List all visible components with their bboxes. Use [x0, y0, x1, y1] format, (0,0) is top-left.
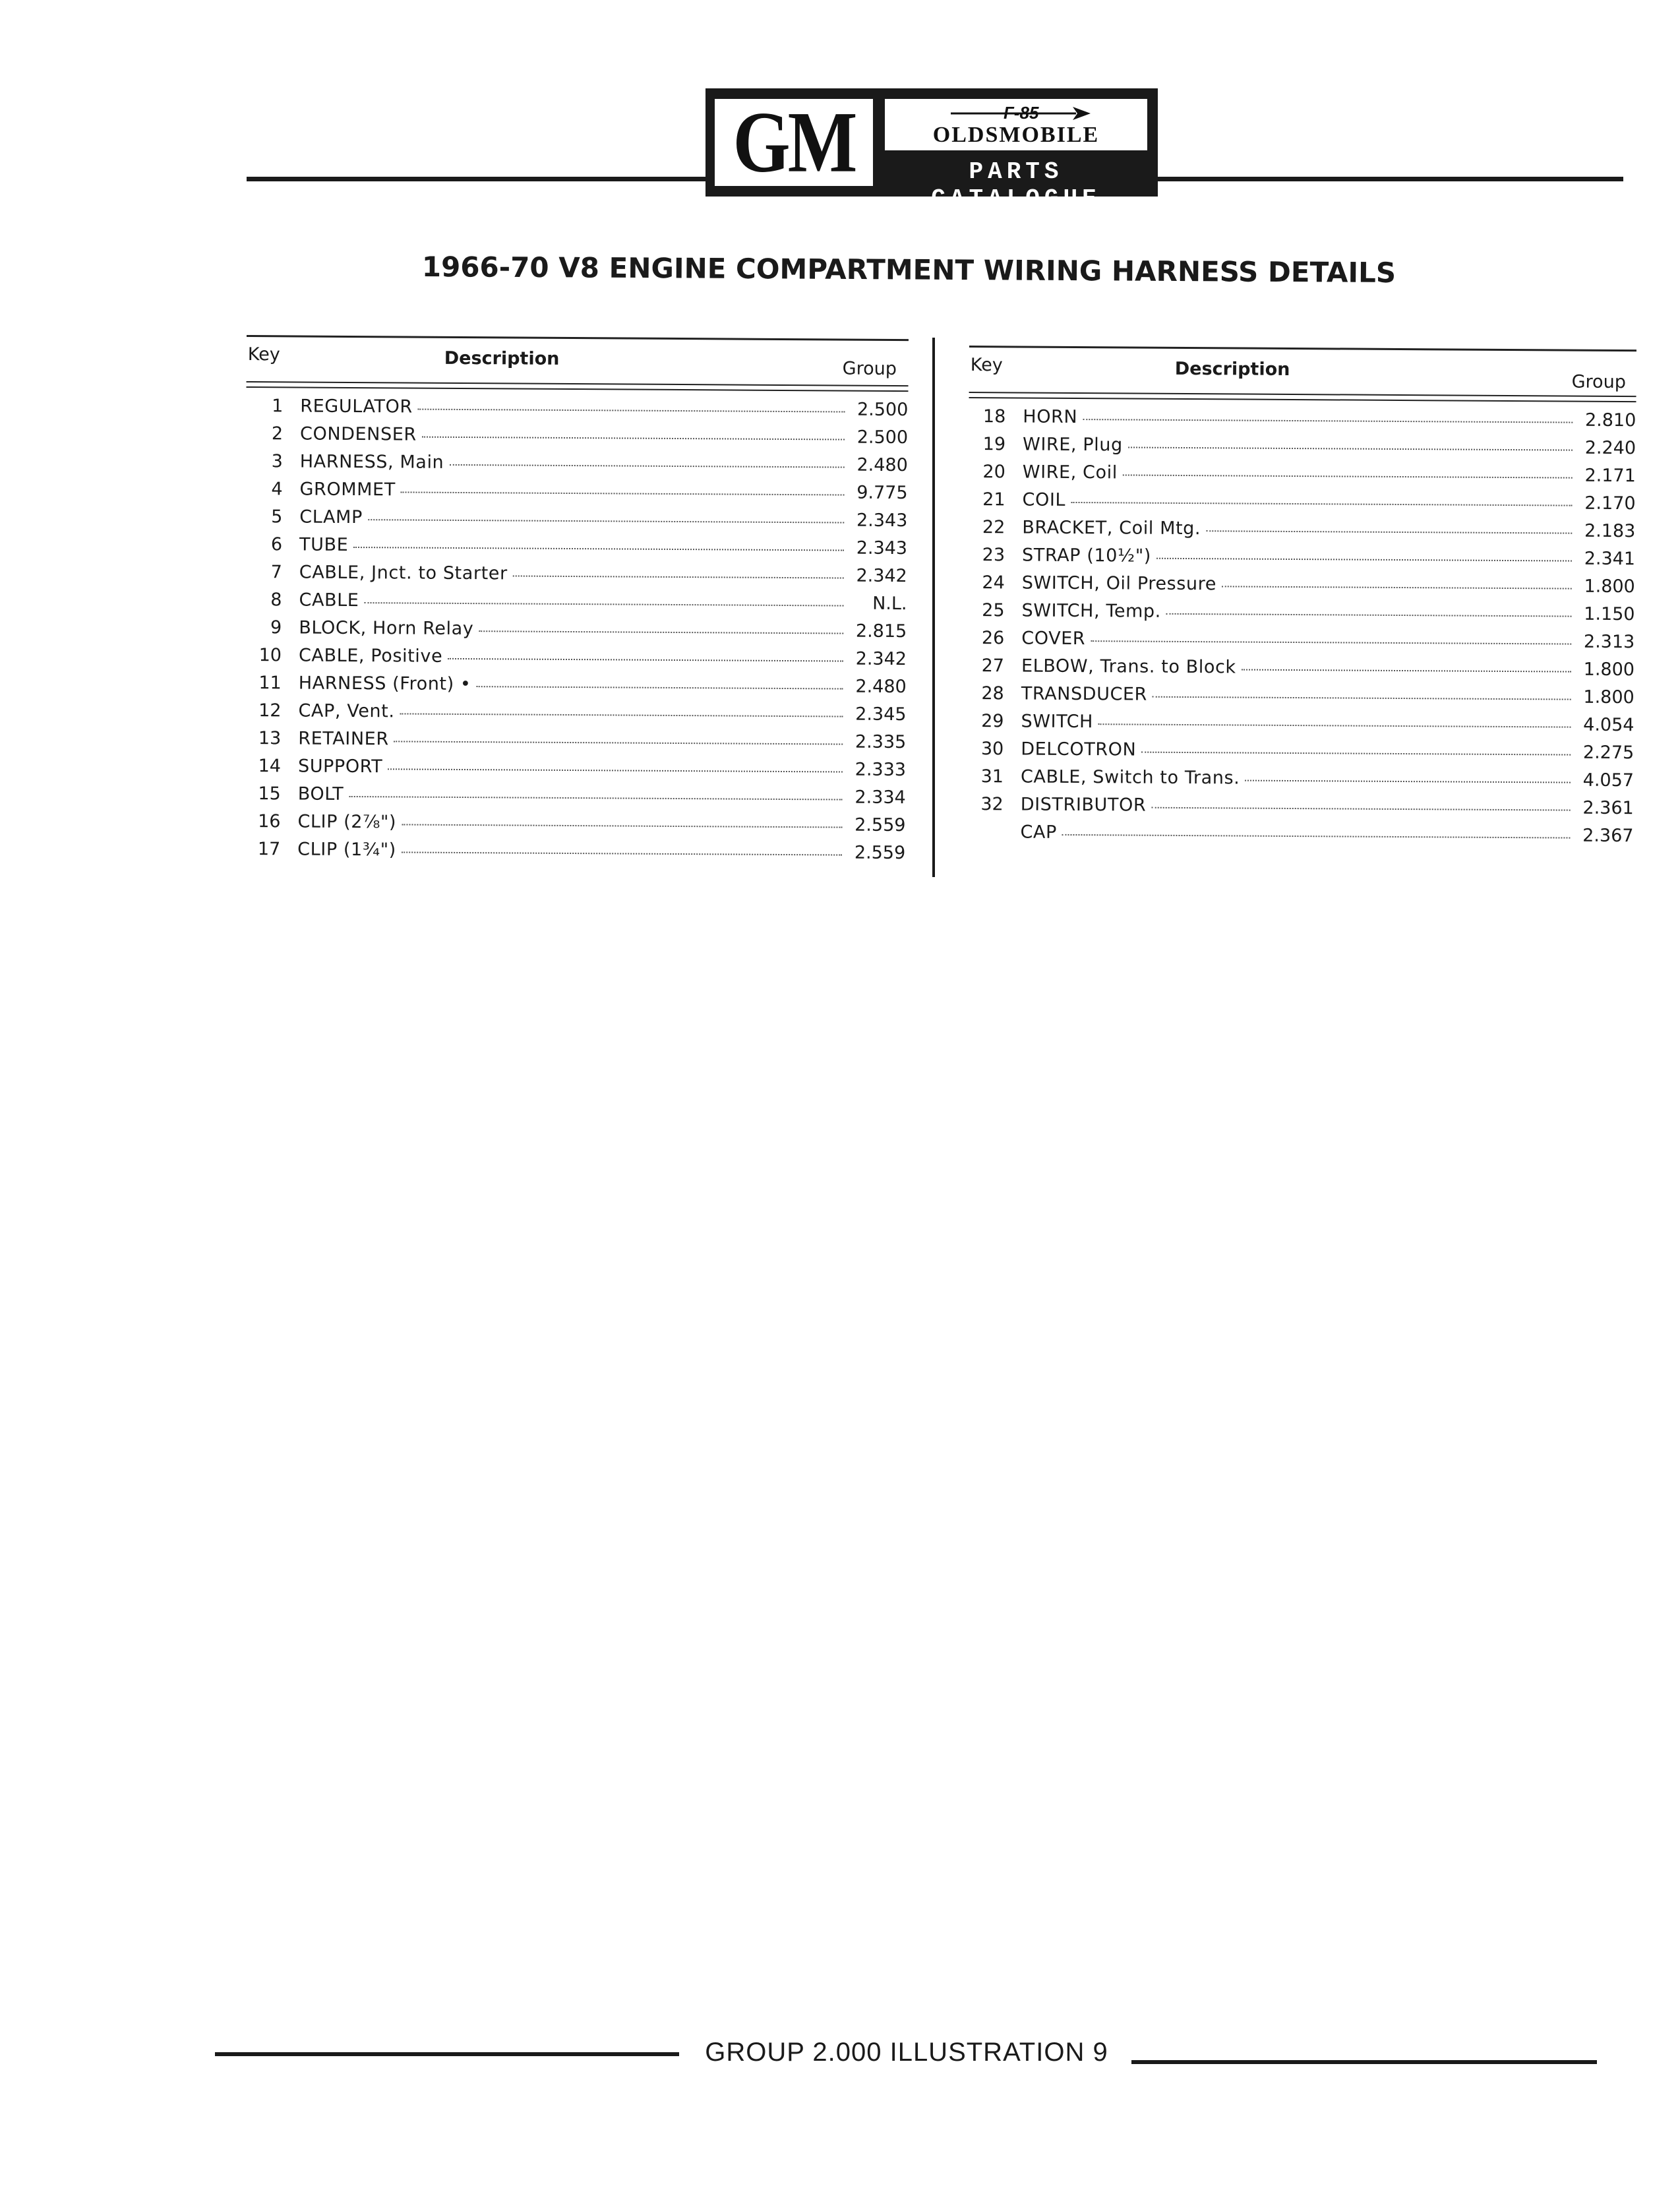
row-group: 2.343	[856, 510, 908, 532]
table-row	[244, 783, 906, 814]
dot-leader	[353, 547, 844, 551]
dot-leader	[1062, 834, 1571, 839]
row-key: 14	[258, 756, 282, 777]
table-row	[967, 766, 1634, 797]
row-description: SUPPORT	[297, 756, 383, 777]
table-row	[243, 811, 905, 841]
row-group: 2.183	[1584, 520, 1636, 542]
table-row	[245, 562, 907, 592]
table-row	[967, 794, 1634, 824]
table-header-rule	[969, 397, 1636, 402]
table-header-rule	[247, 381, 909, 386]
table-row	[966, 822, 1633, 852]
row-group: 2.361	[1582, 797, 1634, 819]
row-key: 3	[271, 451, 283, 472]
dot-leader	[402, 824, 842, 828]
row-description: SWITCH	[1021, 711, 1094, 733]
table-row	[245, 534, 907, 564]
row-description: SWITCH, Oil Pressure	[1021, 572, 1217, 595]
row-key: 30	[980, 739, 1004, 760]
table-row	[969, 462, 1636, 492]
row-description: BOLT	[297, 783, 344, 805]
table-row	[245, 506, 907, 537]
row-description: CABLE, Jnct. to Starter	[299, 562, 508, 584]
row-key: 18	[982, 406, 1006, 427]
dot-leader	[1083, 419, 1573, 423]
dot-leader	[368, 519, 844, 523]
parts-table-left	[243, 335, 909, 881]
row-description: DISTRIBUTOR	[1020, 794, 1147, 816]
row-group: 2.480	[855, 676, 907, 698]
row-description: CLAMP	[299, 506, 363, 528]
row-group: 2.345	[855, 704, 907, 725]
row-description: ELBOW, Trans. to Block	[1021, 655, 1236, 678]
parts-table-right	[966, 346, 1636, 870]
row-description: HARNESS (Front) •	[298, 673, 471, 695]
dot-leader	[1123, 474, 1573, 478]
row-group: 2.480	[856, 454, 908, 476]
row-key: 11	[258, 673, 282, 694]
page-title: 1966-70 V8 ENGINE COMPARTMENT WIRING HARNESS DETAILS	[421, 251, 1396, 289]
row-key: 31	[980, 766, 1004, 787]
footer-label: GROUP 2.000 ILLUSTRATION 9	[705, 2038, 1108, 2067]
row-group: N.L.	[872, 593, 907, 615]
dot-leader	[1141, 752, 1571, 756]
column-header-description: Description	[444, 348, 560, 369]
table-row	[968, 572, 1635, 603]
gm-logo-text: GM	[733, 94, 855, 191]
table-row	[244, 756, 906, 786]
dot-leader	[388, 768, 843, 772]
row-description: CONDENSER	[299, 423, 417, 445]
row-group: 2.240	[1584, 437, 1636, 459]
dot-leader	[1242, 669, 1571, 673]
table-row	[243, 839, 905, 869]
row-description: RETAINER	[298, 728, 389, 750]
column-header-key: Key	[247, 344, 280, 365]
row-key: 12	[258, 700, 282, 721]
row-group: 1.800	[1583, 659, 1635, 681]
row-description: HORN	[1023, 406, 1078, 428]
dot-leader	[1156, 558, 1572, 562]
column-divider	[932, 338, 935, 877]
dot-leader	[422, 437, 845, 441]
row-group: 2.342	[856, 565, 907, 587]
row-group: 2.170	[1584, 493, 1636, 514]
row-key: 5	[271, 506, 283, 528]
row-key: 23	[982, 545, 1005, 566]
dot-leader	[448, 658, 843, 662]
table-row	[967, 683, 1635, 714]
table-row	[967, 711, 1634, 741]
row-description: DELCOTRON	[1021, 739, 1137, 760]
row-group: 2.559	[855, 814, 906, 836]
brand-box	[885, 99, 1147, 150]
row-group: 2.343	[856, 537, 908, 559]
gm-logo-box	[715, 94, 873, 191]
row-description: CAP, Vent.	[298, 700, 395, 722]
table-top-rule	[247, 335, 909, 341]
footer-rule-left	[215, 2052, 679, 2056]
table-row	[246, 396, 908, 426]
row-description: CLIP (1¾")	[297, 839, 396, 861]
row-key: 25	[982, 600, 1005, 621]
row-key: 1	[272, 396, 284, 417]
dot-leader	[1222, 586, 1572, 589]
row-group: 2.335	[855, 731, 907, 753]
row-key: 26	[981, 628, 1005, 649]
row-group: 2.341	[1584, 548, 1636, 570]
row-key: 32	[980, 794, 1004, 815]
row-description: COVER	[1021, 628, 1086, 650]
row-group: 2.313	[1583, 631, 1635, 653]
table-row	[245, 673, 907, 703]
table-row	[968, 517, 1635, 547]
dot-leader	[418, 409, 845, 413]
table-row	[969, 406, 1636, 437]
row-key: 27	[981, 655, 1005, 677]
row-description: TUBE	[299, 534, 349, 555]
f85-model-mark	[938, 103, 1096, 123]
row-description: STRAP (10½")	[1021, 545, 1152, 566]
table-top-rule	[969, 346, 1636, 351]
row-key: 9	[270, 617, 282, 638]
column-header-description: Description	[1174, 358, 1290, 380]
row-description: CAP	[1020, 822, 1057, 843]
row-group: 2.275	[1582, 742, 1635, 764]
dot-leader	[513, 575, 844, 578]
dot-leader	[401, 491, 845, 495]
row-group: 2.367	[1582, 825, 1634, 847]
table-row	[245, 617, 907, 648]
row-group: 4.057	[1582, 770, 1635, 791]
table-row	[967, 655, 1635, 686]
dot-leader	[1151, 807, 1571, 811]
row-description: CLIP (2⅞")	[297, 811, 397, 833]
table-row	[245, 645, 907, 675]
row-group: 2.810	[1584, 410, 1636, 431]
table-row	[245, 479, 907, 509]
table-row	[968, 489, 1635, 520]
table-row	[244, 700, 906, 731]
row-key: 20	[982, 462, 1005, 483]
row-description: GROMMET	[299, 479, 396, 501]
row-key: 10	[258, 645, 282, 666]
row-key: 4	[271, 479, 283, 500]
footer-rule-right	[1131, 2060, 1597, 2064]
row-group: 2.334	[855, 787, 906, 808]
gm-logo-block	[705, 88, 1158, 212]
catalogue-label: PARTS CATALOGUE	[931, 158, 1101, 212]
row-description: TRANSDUCER	[1021, 683, 1148, 705]
row-group: 1.800	[1583, 686, 1635, 708]
row-key: 7	[270, 562, 282, 583]
row-key: 2	[271, 423, 284, 444]
row-key: 6	[270, 534, 283, 555]
row-group: 2.500	[856, 399, 909, 421]
row-group: 1.800	[1584, 576, 1635, 597]
table-row	[967, 628, 1635, 658]
column-header-key: Key	[970, 355, 1003, 376]
dot-leader	[1206, 530, 1572, 533]
row-key: 22	[982, 517, 1005, 538]
row-group: 2.342	[855, 648, 907, 670]
row-description: REGULATOR	[300, 396, 413, 417]
dot-leader	[1166, 613, 1572, 617]
row-group: 2.171	[1584, 465, 1636, 487]
table-row	[246, 423, 908, 454]
table-row	[246, 451, 908, 481]
row-group: 2.815	[855, 621, 907, 642]
table-row	[967, 739, 1634, 769]
table-row	[244, 728, 906, 758]
row-key: 28	[981, 683, 1004, 704]
dot-leader	[1128, 446, 1573, 450]
row-description: WIRE, Coil	[1022, 462, 1118, 483]
column-header-group: Group	[1571, 371, 1626, 393]
dot-leader	[402, 851, 842, 855]
row-description: WIRE, Plug	[1022, 434, 1123, 456]
row-group: 2.333	[855, 759, 907, 781]
row-description: CABLE, Positive	[298, 645, 443, 667]
dot-leader	[1153, 696, 1571, 700]
row-group: 2.559	[854, 842, 906, 864]
row-description: BLOCK, Horn Relay	[299, 617, 474, 640]
row-group: 9.775	[856, 482, 908, 504]
row-key: 15	[258, 783, 281, 805]
dot-leader	[394, 741, 843, 745]
row-key: 16	[258, 811, 281, 832]
row-group: 1.150	[1584, 603, 1635, 625]
row-key: 19	[982, 434, 1006, 455]
dot-leader	[449, 464, 845, 468]
row-description: SWITCH, Temp.	[1021, 600, 1162, 622]
row-key: 8	[270, 590, 282, 611]
dot-leader	[479, 630, 843, 634]
table-header-rule	[969, 392, 1636, 397]
row-key: 13	[258, 728, 282, 749]
row-key: 21	[982, 489, 1005, 510]
dot-leader	[1071, 502, 1572, 506]
table-row	[968, 545, 1635, 575]
model-mark-text: F-85	[1004, 103, 1039, 123]
column-header-group: Group	[842, 358, 897, 380]
row-key: 24	[982, 572, 1005, 594]
row-key: 29	[981, 711, 1004, 732]
row-description: COIL	[1022, 489, 1066, 510]
dot-leader	[1091, 640, 1571, 644]
brand-name: OLDSMOBILE	[932, 123, 1100, 147]
dot-leader	[364, 602, 843, 606]
row-description: BRACKET, Coil Mtg.	[1022, 517, 1201, 539]
row-description: CABLE, Switch to Trans.	[1020, 766, 1240, 789]
row-description: HARNESS, Main	[299, 451, 444, 473]
row-description: CABLE	[299, 590, 359, 611]
dot-leader	[349, 796, 842, 801]
table-row	[245, 590, 907, 620]
table-row	[969, 434, 1636, 464]
dot-leader	[400, 713, 843, 717]
dot-leader	[476, 686, 843, 689]
row-key: 17	[257, 839, 281, 860]
dot-leader	[1245, 780, 1571, 783]
dot-leader	[1098, 723, 1571, 727]
row-group: 4.054	[1583, 714, 1635, 736]
row-group: 2.500	[856, 427, 909, 448]
table-header-rule	[247, 386, 909, 392]
table-row	[967, 600, 1635, 630]
